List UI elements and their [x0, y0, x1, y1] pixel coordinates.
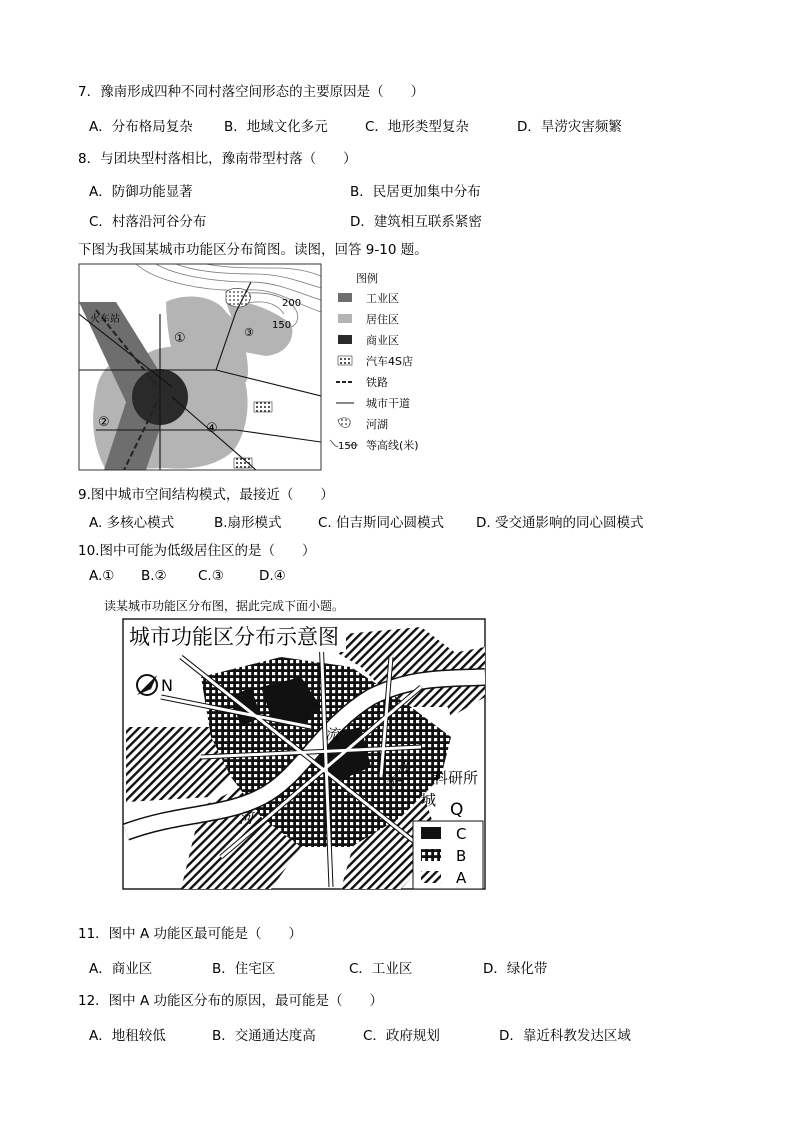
river-char-1: 流 [325, 727, 339, 743]
river-char-2: 河 [239, 811, 253, 827]
zone-label-2: ② [98, 415, 110, 430]
city-function-map-2 [121, 617, 487, 893]
legend-a: A [456, 869, 467, 887]
legend-lake: 河湖 [366, 418, 388, 431]
question-11-option-c[interactable]: C．工业区 [349, 961, 413, 977]
question-7-option-a[interactable]: A．分布格局复杂 [89, 119, 193, 135]
legend-railway: 铁路 [366, 376, 388, 389]
campus-char-3: 城 [421, 791, 437, 809]
question-10-option-b[interactable]: B.② [141, 568, 167, 584]
question-8-option-d[interactable]: D．建筑相互联系紧密 [350, 214, 482, 230]
question-12-stem: 12．图中 A 功能区分布的原因，最可能是（ ） [78, 993, 383, 1009]
campus-char-1: 大 [382, 768, 406, 793]
question-7-option-b[interactable]: B．地域文化多元 [224, 119, 328, 135]
question-11-stem: 11．图中 A 功能区最可能是（ ） [78, 926, 302, 942]
question-12-option-a[interactable]: A．地租较低 [89, 1028, 166, 1044]
legend-title: 图例 [356, 272, 378, 285]
legend-contour: 等高线(米) [366, 439, 419, 452]
question-10-option-c[interactable]: C.③ [198, 568, 224, 584]
question-8-stem: 8．与团块型村落相比，豫南带型村落（ ） [78, 151, 357, 167]
legend-car-4s: 汽车4S店 [366, 355, 413, 368]
question-10-option-a[interactable]: A.① [89, 568, 115, 584]
question-10-stem: 10.图中可能为低级居住区的是（ ） [78, 543, 316, 559]
question-9-option-b[interactable]: B.扇形模式 [214, 515, 282, 531]
question-12-option-d[interactable]: D．靠近科教发达区域 [499, 1028, 631, 1044]
question-10-option-d[interactable]: D.④ [259, 568, 286, 584]
question-9-option-d[interactable]: D. 受交通影响的同心圆模式 [476, 515, 644, 531]
question-9-option-c[interactable]: C. 伯吉斯同心圆模式 [318, 515, 445, 531]
contour-label-200: 200 [282, 298, 302, 309]
north-arrow-icon [137, 675, 173, 695]
north-label: N [161, 676, 173, 695]
question-11-option-d[interactable]: D．绿化带 [483, 961, 548, 977]
intro-map-1: 下图为我国某城市功能区分布简图。读图，回答 9-10 题。 [78, 242, 428, 258]
intro-map-2: 读某城市功能区分布图，据此完成下面小题。 [104, 599, 345, 613]
question-11-option-b[interactable]: B．住宅区 [212, 961, 276, 977]
legend-road: 城市干道 [366, 397, 410, 410]
zone-label-3: ③ [244, 326, 254, 339]
institute-label: 科研所 [433, 769, 479, 787]
question-12-option-b[interactable]: B．交通通达度高 [212, 1028, 316, 1044]
campus-char-2: 学 [394, 758, 418, 782]
zone-label-4: ④ [206, 421, 218, 436]
map-2-title: 城市功能区分布示意图 [129, 625, 339, 649]
legend-residential: 居住区 [366, 313, 399, 326]
point-q: Q [450, 800, 464, 820]
car-4s-store [254, 402, 272, 412]
contour-label-150: 150 [272, 320, 292, 331]
question-7-option-d[interactable]: D．旱涝灾害频繁 [517, 119, 622, 135]
map-1-legend [330, 271, 419, 452]
legend-b: B [456, 847, 467, 865]
question-7-stem: 7．豫南形成四种不同村落空间形态的主要原因是（ ） [78, 84, 425, 100]
legend-commercial: 商业区 [366, 334, 399, 347]
legend-c: C [456, 825, 467, 843]
question-12-option-c[interactable]: C．政府规划 [363, 1028, 440, 1044]
question-8-option-a[interactable]: A．防御功能显著 [89, 184, 193, 200]
question-7-option-c[interactable]: C．地形类型复杂 [365, 119, 469, 135]
question-9-option-a[interactable]: A. 多核心模式 [89, 515, 175, 531]
map-2-legend [413, 821, 483, 889]
train-station-label: 火车站 [90, 314, 120, 325]
question-8-option-c[interactable]: C．村落沿河谷分布 [89, 214, 207, 230]
car-4s-store [234, 458, 252, 468]
legend-industrial: 工业区 [366, 292, 399, 305]
zone-label-1: ① [174, 331, 186, 346]
question-8-option-b[interactable]: B．民居更加集中分布 [350, 184, 481, 200]
question-9-stem: 9.图中城市空间结构模式，最接近（ ） [78, 487, 334, 503]
city-function-map-1 [76, 262, 436, 474]
question-11-option-a[interactable]: A．商业区 [89, 961, 153, 977]
legend-contour-value: 150 [338, 441, 358, 452]
